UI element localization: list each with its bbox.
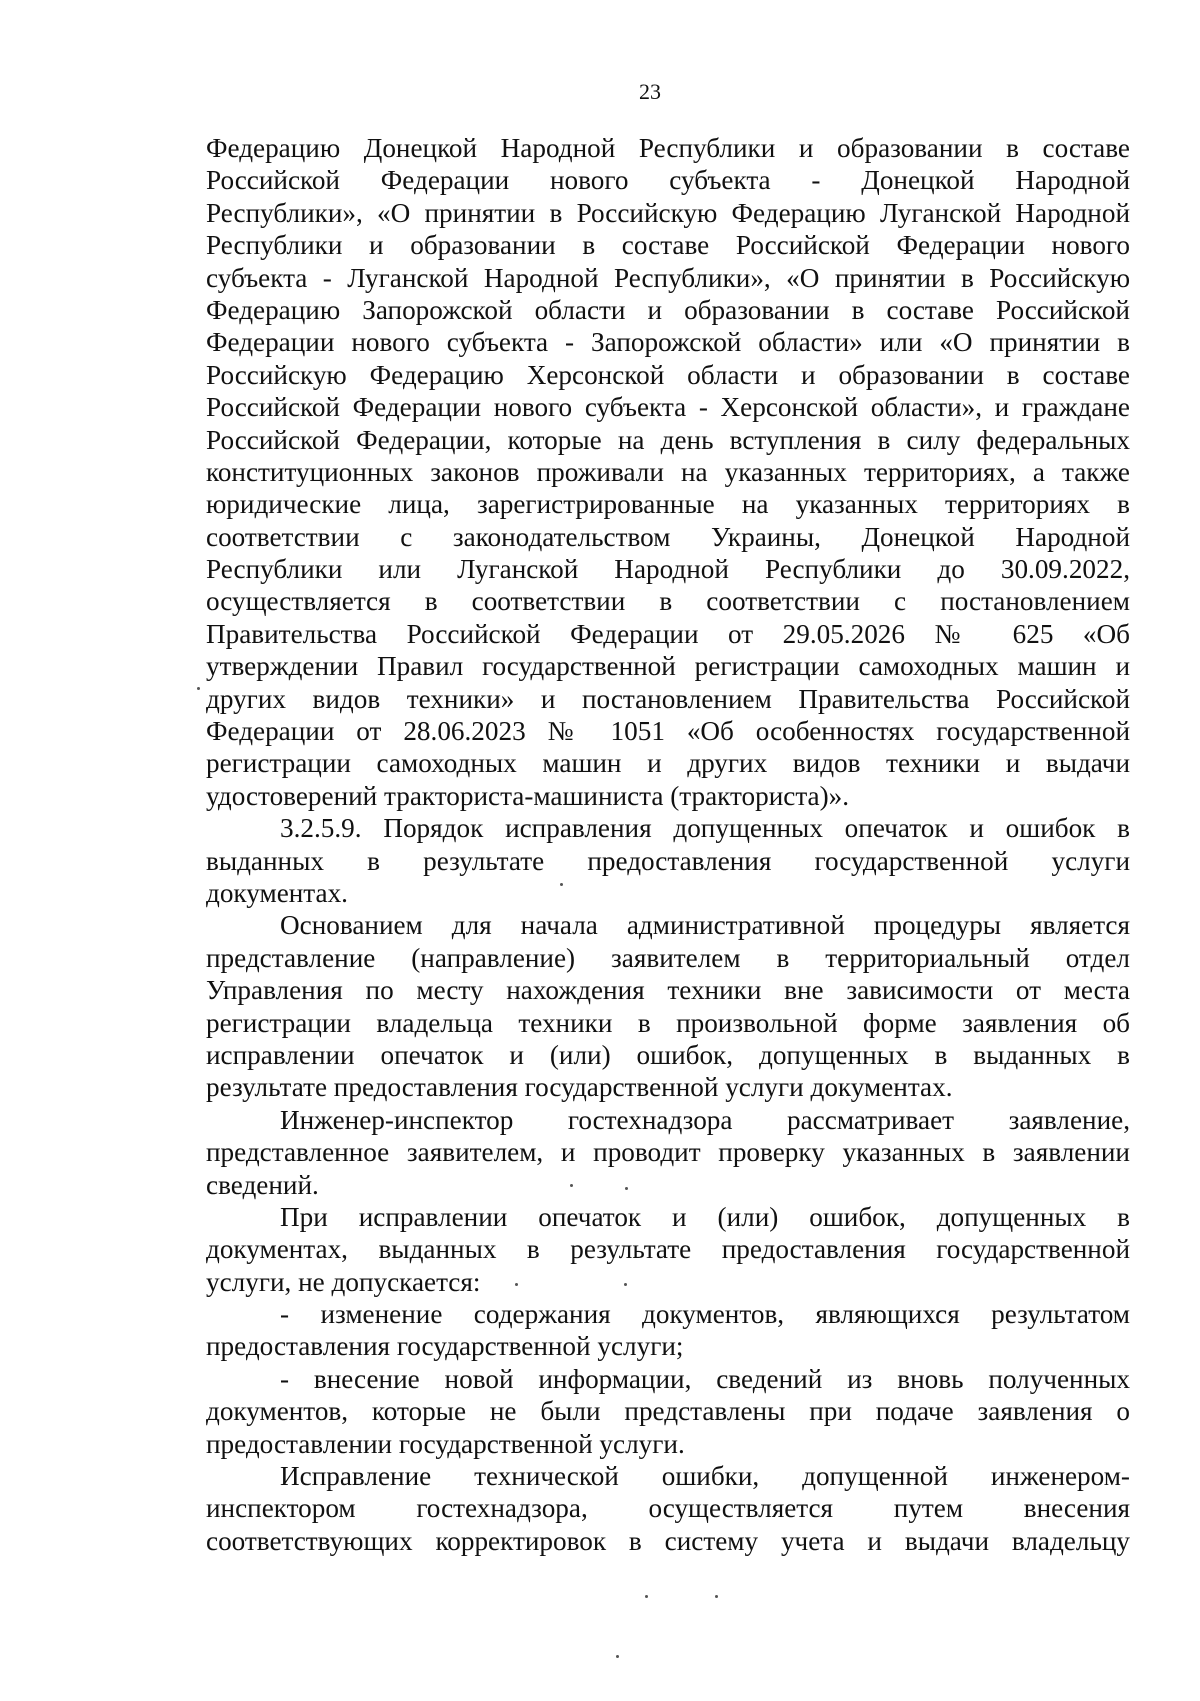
- text-line: Российской Федерации нового субъекта - Донецкой Народной: [206, 165, 1130, 196]
- text-line: сведений.: [206, 1169, 319, 1200]
- list-item-line: - изменение содержания документов, являющихся результатом: [280, 1299, 1130, 1330]
- text-line: юридические лица, зарегистрированные на указанных территориях в: [206, 489, 1130, 520]
- text-line: Республики и образовании в составе Российской Федерации нового: [206, 230, 1130, 261]
- text-line: Российскую Федерацию Херсонской области и образовании в составе: [206, 359, 1130, 390]
- text-line: Федерацию Донецкой Народной Республики и образовании в составе: [206, 133, 1130, 163]
- text-line: Российской Федерации, которые на день вступления в силу федеральных: [206, 424, 1130, 455]
- text-line: соответствии с законодательством Украины, Донецкой Народной: [206, 521, 1130, 552]
- paragraph-first-line: Исправление технической ошибки, допущенной инженером-: [280, 1461, 1130, 1492]
- text-line: предоставлении государственной услуги.: [206, 1428, 685, 1459]
- document-body: [206, 132, 1130, 1557]
- page-number: 23: [639, 79, 661, 104]
- scan-speck: [570, 1184, 573, 1187]
- scan-speck: [645, 1595, 648, 1598]
- paragraph-first-line: При исправлении опечаток и (или) ошибок, допущенных в: [280, 1201, 1130, 1232]
- text-line: Федерации от 28.06.2023 № 1051 «Об особенностях государственной: [206, 716, 1130, 747]
- text-line: Управления по месту нахождения техники вне зависимости от места: [206, 975, 1130, 1006]
- text-line: Республики или Луганской Народной Республики до 30.09.2022,: [206, 554, 1130, 585]
- scan-speck: [515, 1283, 518, 1286]
- scan-speck: [625, 1187, 628, 1190]
- text-line: представленное заявителем, и проводит проверку указанных в заявлении: [206, 1137, 1130, 1168]
- text-line: результате предоставления государственной услуги документах.: [206, 1072, 953, 1103]
- text-line: осуществляется в соответствии в соответствии с постановлением: [206, 586, 1130, 617]
- text-line: предоставления государственной услуги;: [206, 1331, 684, 1362]
- section-heading-line: 3.2.5.9. Порядок исправления допущенных опечаток и ошибок в: [280, 813, 1130, 844]
- text-line: утверждении Правил государственной регистрации самоходных машин и: [206, 651, 1130, 682]
- list-item-line: - внесение новой информации, сведений из вновь полученных: [280, 1363, 1130, 1394]
- text-line: выданных в результате предоставления государственной услуги: [206, 845, 1130, 876]
- text-line: представление (направление) заявителем в территориальный отдел: [206, 942, 1130, 973]
- text-line: субъекта - Луганской Народной Республики», «О принятии в Российскую: [206, 262, 1130, 293]
- scan-speck: [560, 883, 563, 886]
- text-line: других видов техники» и постановлением Правительства Российской: [206, 683, 1130, 714]
- scan-speck: [715, 1595, 718, 1598]
- scan-speck: [616, 1655, 619, 1658]
- text-line: документах.: [206, 877, 348, 908]
- paragraph-first-line: Основанием для начала административной процедуры является: [280, 910, 1130, 941]
- text-line: Правительства Российской Федерации от 29.05.2026 № 625 «Об: [206, 618, 1130, 649]
- text-line: Федерацию Запорожской области и образовании в составе Российской: [206, 294, 1130, 325]
- text-line: соответствующих корректировок в систему учета и выдачи владельцу: [206, 1525, 1130, 1556]
- text-line: услуги, не допускается:: [206, 1266, 481, 1297]
- text-line: Республики», «О принятии в Российскую Федерацию Луганской Народной: [206, 197, 1130, 228]
- text-line: исправлении опечаток и (или) ошибок, допущенных в выданных в: [206, 1039, 1130, 1070]
- text-line: конституционных законов проживали на указанных территориях, а также: [206, 456, 1130, 487]
- paragraph-first-line: Инженер-инспектор гостехнадзора рассматривает заявление,: [280, 1104, 1130, 1135]
- scan-speck: [197, 687, 200, 690]
- text-line: Федерации нового субъекта - Запорожской области» или «О принятии в: [206, 327, 1130, 358]
- text-line: Российской Федерации нового субъекта - Херсонской области», и граждане: [206, 392, 1130, 423]
- text-line: удостоверений тракториста-машиниста (тракториста)».: [206, 780, 850, 811]
- text-line: регистрации владельца техники в произвольной форме заявления об: [206, 1007, 1130, 1038]
- text-line: инспектором гостехнадзора, осуществляется путем внесения: [206, 1493, 1130, 1524]
- text-line: регистрации самоходных машин и других видов техники и выдачи: [206, 748, 1130, 779]
- text-line: документов, которые не были представлены при подаче заявления о: [206, 1396, 1130, 1427]
- text-line: документах, выданных в результате предоставления государственной: [206, 1234, 1130, 1265]
- scan-speck: [624, 1283, 627, 1286]
